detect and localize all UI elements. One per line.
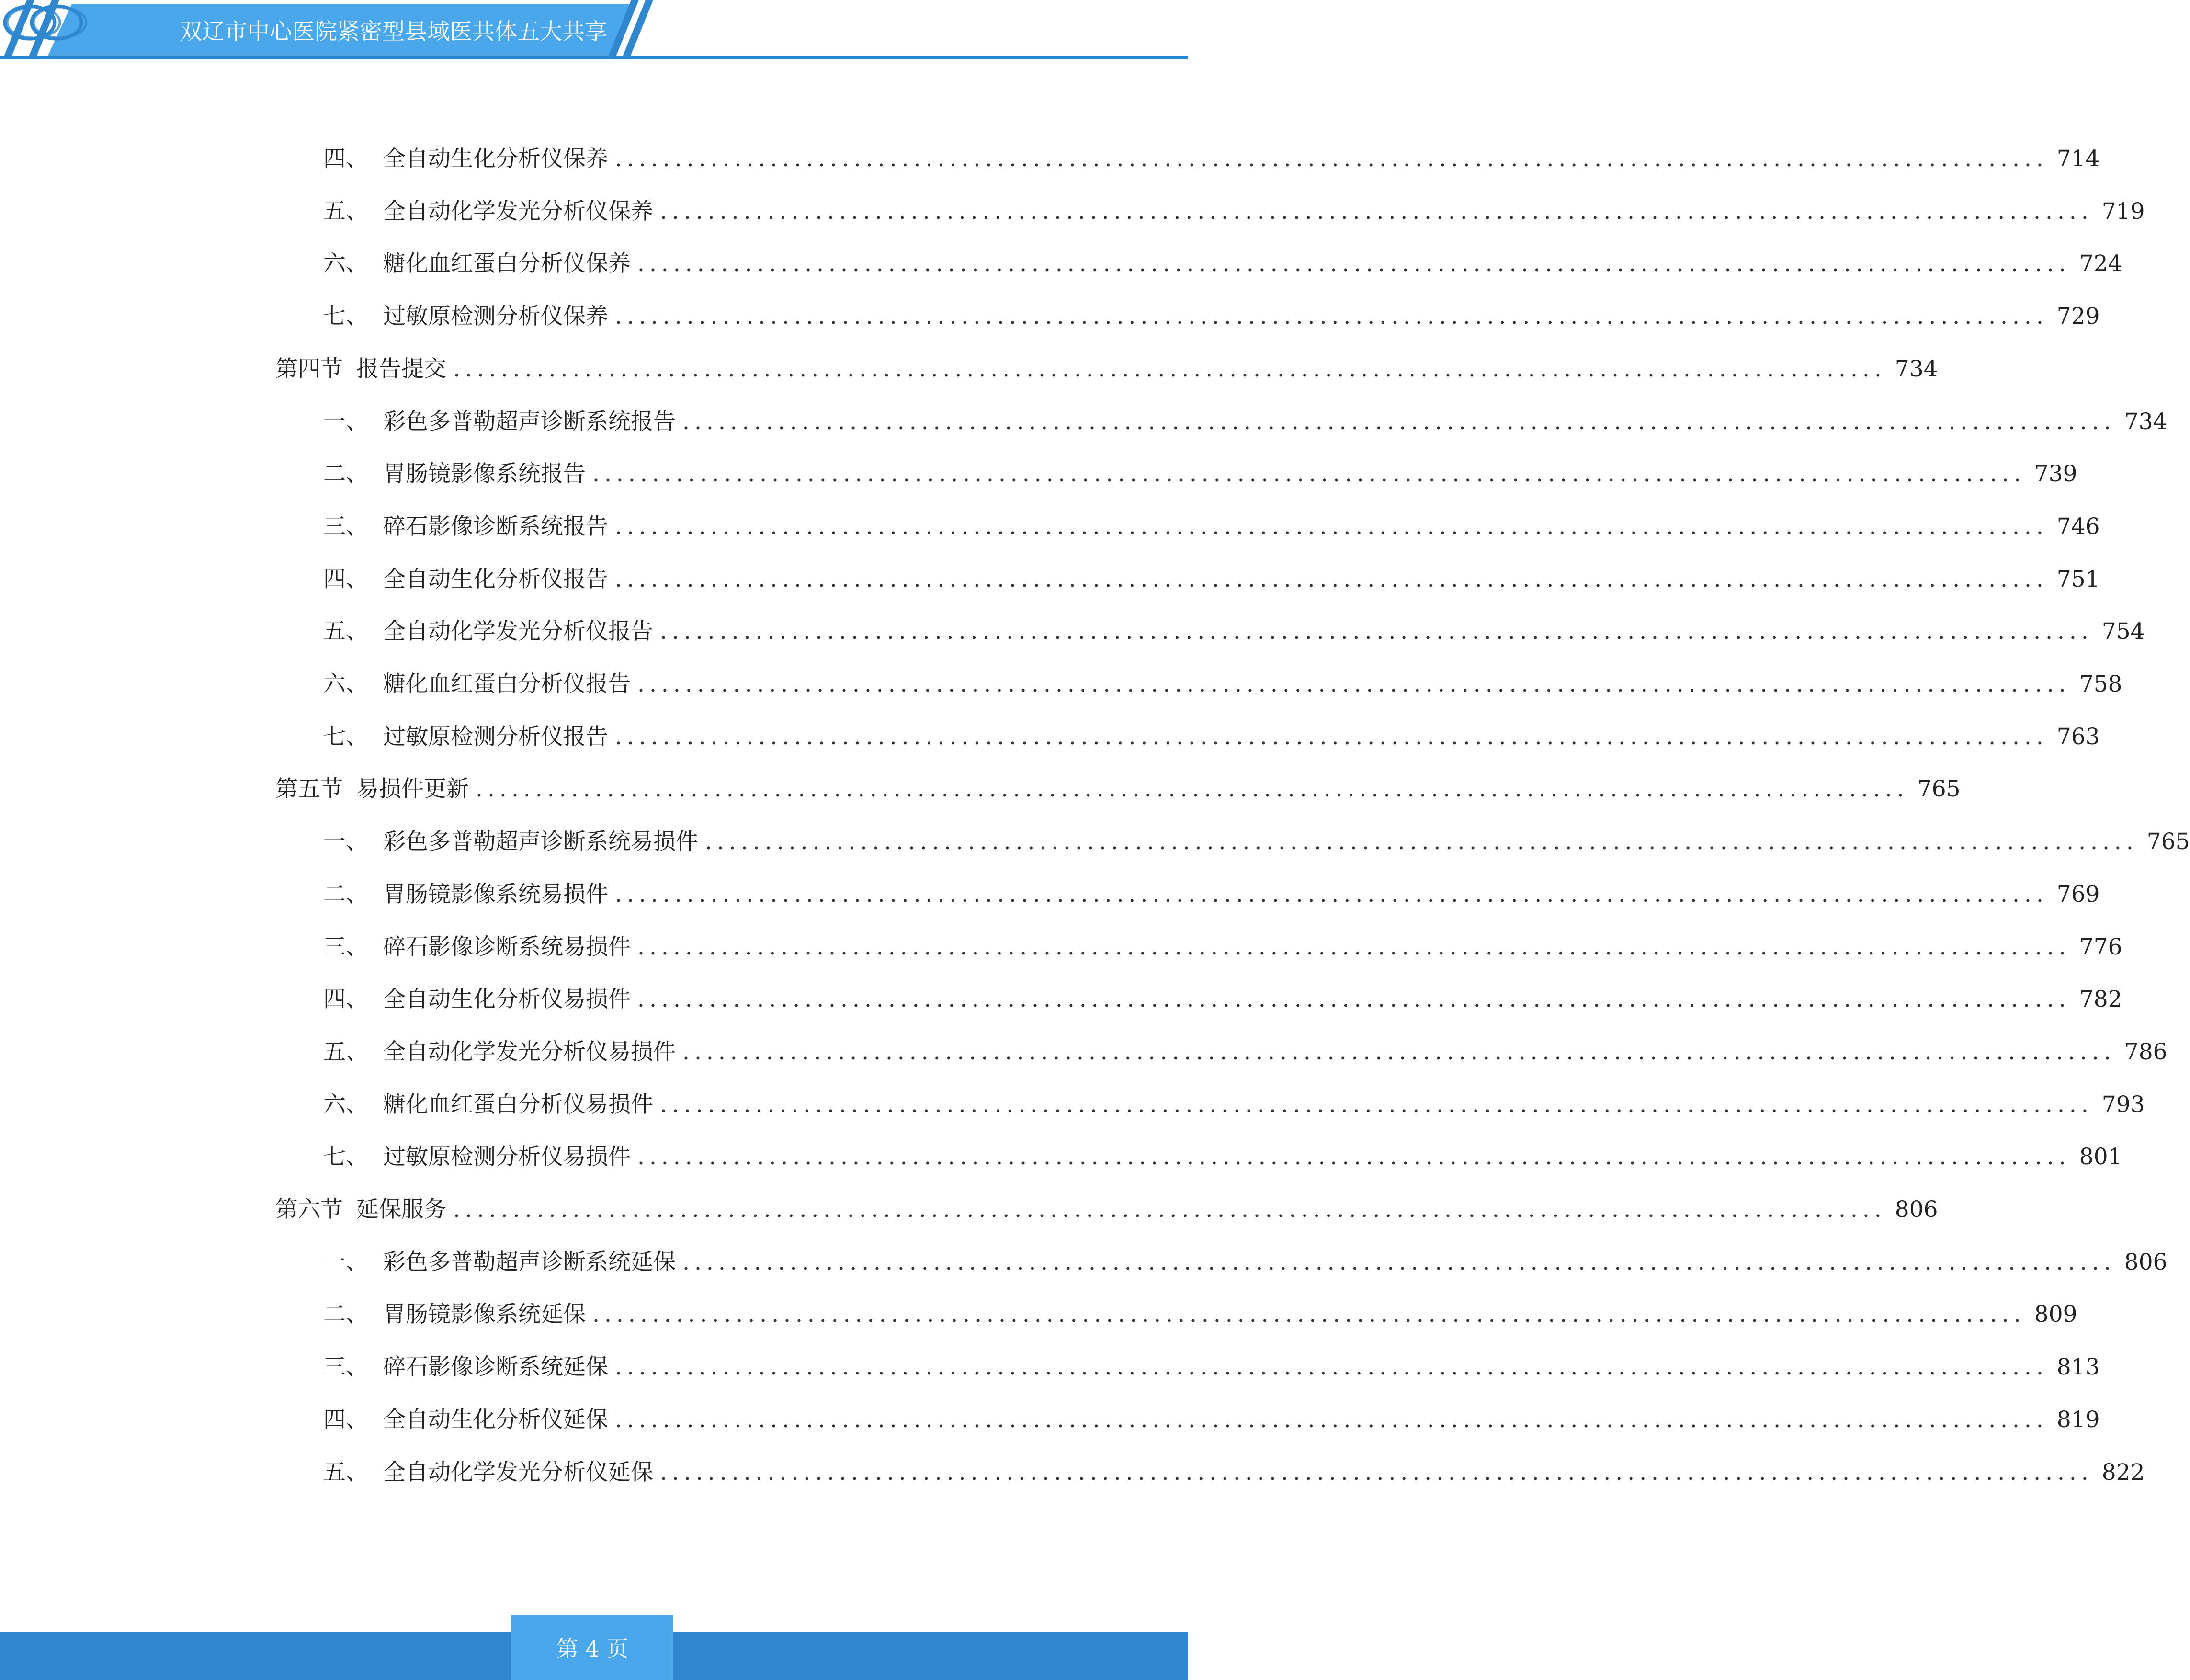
toc-entry-title: 过敏原检测分析仪保养 bbox=[383, 303, 608, 329]
toc-entry-number: 四、 bbox=[323, 1407, 368, 1433]
toc-entry-page: 782 bbox=[2079, 986, 2122, 1012]
toc-entry-page: 819 bbox=[2056, 1407, 2100, 1433]
toc-entry[interactable] bbox=[323, 1403, 2100, 1437]
toc-leader-dots: ........................................................................................................................ bbox=[476, 776, 1909, 802]
toc-entry-title: 碎石影像诊断系统报告 bbox=[383, 513, 608, 540]
toc-entry-number: 六、 bbox=[323, 1091, 368, 1118]
toc-entry-title: 胃肠镜影像系统易损件 bbox=[383, 881, 608, 908]
toc-entry-page: 724 bbox=[2079, 250, 2122, 277]
toc-entry-page: 734 bbox=[2124, 409, 2167, 435]
toc-entry-number: 二、 bbox=[323, 461, 368, 487]
toc-entry-number: 五、 bbox=[323, 618, 368, 645]
toc-entry-number: 六、 bbox=[323, 671, 368, 697]
page-number: 第 4 页 bbox=[511, 1615, 673, 1680]
toc-leader-dots: ........................................................................................................................ bbox=[637, 934, 2071, 960]
toc-leader-dots: ........................................................................................................................ bbox=[682, 409, 2116, 435]
toc-entry-number: 七、 bbox=[323, 303, 368, 329]
toc-entry-page: 734 bbox=[1895, 356, 1938, 382]
toc-leader-dots: ........................................................................................................................ bbox=[660, 1091, 2093, 1118]
toc-leader-dots: ........................................................................................................................ bbox=[615, 881, 2048, 908]
toc-entry-number: 五、 bbox=[323, 1039, 368, 1065]
toc-entry-page: 746 bbox=[2056, 513, 2100, 540]
toc-leader-dots: ........................................................................................................................ bbox=[592, 461, 2026, 487]
toc-entry-title: 彩色多普勒超声诊断系统报告 bbox=[383, 409, 676, 435]
toc-entry-number: 二、 bbox=[323, 1301, 368, 1328]
toc-entry-title: 易损件更新 bbox=[356, 776, 469, 802]
toc-entry[interactable] bbox=[323, 1088, 2145, 1122]
toc-leader-dots: ........................................................................................................................ bbox=[705, 829, 2138, 855]
toc-entry-page: 751 bbox=[2056, 566, 2100, 592]
toc-entry-number: 三、 bbox=[323, 934, 368, 960]
toc-entry-title: 全自动生化分析仪保养 bbox=[383, 146, 608, 172]
toc-entry-title: 全自动化学发光分析仪报告 bbox=[383, 618, 653, 645]
toc-entry[interactable] bbox=[323, 1035, 2167, 1069]
toc-leader-dots: ........................................................................................................................ bbox=[615, 303, 2048, 329]
toc-leader-dots: ........................................................................................................................ bbox=[615, 724, 2048, 750]
toc-entry-page: 754 bbox=[2101, 618, 2145, 645]
toc-leader-dots: ........................................................................................................................ bbox=[682, 1039, 2116, 1065]
toc-entry-page: 765 bbox=[2146, 829, 2190, 855]
toc-entry[interactable] bbox=[323, 931, 2122, 964]
toc-entry-number: 二、 bbox=[323, 881, 368, 908]
toc-entry[interactable] bbox=[323, 825, 2190, 859]
toc-entry-page: 739 bbox=[2034, 461, 2077, 487]
toc-leader-dots: ........................................................................................................................ bbox=[615, 146, 2048, 172]
toc-entry-title: 碎石影像诊断系统延保 bbox=[383, 1354, 608, 1380]
toc-entry[interactable] bbox=[323, 1140, 2122, 1174]
toc-entry-page: 763 bbox=[2056, 724, 2100, 750]
toc-entry-number: 一、 bbox=[323, 409, 368, 435]
toc-entry-number: 一、 bbox=[323, 829, 368, 855]
toc-leader-dots: ........................................................................................................................ bbox=[660, 618, 2093, 645]
toc-leader-dots: ........................................................................................................................ bbox=[615, 566, 2048, 592]
toc-leader-dots: ........................................................................................................................ bbox=[453, 356, 1886, 382]
toc-entry-number: 第五节 bbox=[275, 776, 343, 802]
toc-leader-dots: ........................................................................................................................ bbox=[592, 1301, 2026, 1328]
toc-entry[interactable] bbox=[323, 1456, 2145, 1489]
toc-entry-number: 五、 bbox=[323, 198, 368, 225]
toc-entry-page: 793 bbox=[2101, 1091, 2145, 1118]
toc-entry-page: 719 bbox=[2101, 198, 2145, 225]
toc-entry-page: 786 bbox=[2124, 1039, 2167, 1065]
toc-entry[interactable] bbox=[275, 352, 1938, 386]
header-title: 双辽市中心医院紧密型县域医共体五大共享 bbox=[180, 19, 607, 45]
toc-entry-number: 五、 bbox=[323, 1459, 368, 1486]
toc-entry-page: 806 bbox=[1895, 1196, 1938, 1223]
toc-entry-page: 769 bbox=[2056, 881, 2100, 908]
toc-entry[interactable] bbox=[323, 1351, 2100, 1384]
page-header bbox=[0, 0, 1188, 65]
toc-entry-title: 胃肠镜影像系统报告 bbox=[383, 461, 586, 487]
toc-leader-dots: ........................................................................................................................ bbox=[615, 513, 2048, 540]
toc-entry-page: 809 bbox=[2034, 1301, 2077, 1328]
toc-entry[interactable] bbox=[323, 142, 2100, 176]
toc-leader-dots: ........................................................................................................................ bbox=[615, 1354, 2048, 1380]
toc-entry-number: 七、 bbox=[323, 1144, 368, 1170]
toc-entry-number: 第六节 bbox=[275, 1196, 343, 1223]
toc-entry-page: 776 bbox=[2079, 934, 2122, 960]
toc-entry-title: 全自动生化分析仪报告 bbox=[383, 566, 608, 592]
toc-entry[interactable] bbox=[323, 247, 2122, 281]
toc-entry-number: 七、 bbox=[323, 724, 368, 750]
toc-entry-page: 801 bbox=[2079, 1144, 2122, 1170]
toc-entry[interactable] bbox=[323, 983, 2122, 1016]
logo-rings-icon bbox=[0, 0, 86, 45]
toc-leader-dots: ........................................................................................................................ bbox=[682, 1249, 2116, 1275]
toc-entry-title: 彩色多普勒超声诊断系统延保 bbox=[383, 1249, 676, 1275]
toc-entry[interactable] bbox=[323, 563, 2100, 596]
toc-entry-title: 碎石影像诊断系统易损件 bbox=[383, 934, 631, 960]
toc-entry-page: 714 bbox=[2056, 146, 2100, 172]
toc-entry-title: 糖化血红蛋白分析仪报告 bbox=[383, 671, 631, 697]
toc-entry[interactable] bbox=[323, 405, 2167, 439]
toc-entry[interactable] bbox=[323, 1246, 2167, 1279]
toc-entry-title: 过敏原检测分析仪报告 bbox=[383, 724, 608, 750]
toc-leader-dots: ........................................................................................................................ bbox=[637, 986, 2071, 1012]
toc-entry-title: 胃肠镜影像系统延保 bbox=[383, 1301, 586, 1328]
toc-entry-number: 一、 bbox=[323, 1249, 368, 1275]
toc-entry-page: 758 bbox=[2079, 671, 2122, 697]
toc-entry[interactable] bbox=[323, 878, 2100, 911]
toc-entry-title: 延保服务 bbox=[356, 1196, 446, 1223]
toc-entry-title: 全自动化学发光分析仪保养 bbox=[383, 198, 653, 225]
toc-entry-number: 三、 bbox=[323, 513, 368, 540]
toc-leader-dots: ........................................................................................................................ bbox=[615, 1407, 2048, 1433]
toc-entry[interactable] bbox=[275, 772, 1961, 806]
toc-entry-number: 四、 bbox=[323, 566, 368, 592]
toc-entry-title: 糖化血红蛋白分析仪易损件 bbox=[383, 1091, 653, 1118]
toc-entry-number: 三、 bbox=[323, 1354, 368, 1380]
toc-leader-dots: ........................................................................................................................ bbox=[660, 198, 2093, 225]
toc-leader-dots: ........................................................................................................................ bbox=[637, 250, 2071, 277]
toc-entry-title: 过敏原检测分析仪易损件 bbox=[383, 1144, 631, 1170]
toc-entry[interactable] bbox=[323, 720, 2100, 754]
toc-entry-title: 全自动生化分析仪延保 bbox=[383, 1407, 608, 1433]
toc-entry[interactable] bbox=[323, 668, 2122, 701]
toc-entry[interactable] bbox=[323, 1298, 2077, 1331]
toc-entry-page: 813 bbox=[2056, 1354, 2100, 1380]
toc-entry-page: 806 bbox=[2124, 1249, 2167, 1275]
toc-entry-number: 四、 bbox=[323, 146, 368, 172]
toc-entry[interactable] bbox=[323, 300, 2100, 333]
toc-entry-page: 765 bbox=[1917, 776, 1961, 802]
toc-leader-dots: ........................................................................................................................ bbox=[453, 1196, 1886, 1223]
toc-entry[interactable] bbox=[323, 195, 2145, 228]
toc-entry-title: 全自动生化分析仪易损件 bbox=[383, 986, 631, 1012]
toc-entry-page: 729 bbox=[2056, 303, 2100, 329]
toc-entry-title: 全自动化学发光分析仪延保 bbox=[383, 1459, 653, 1486]
toc-entry-number: 第四节 bbox=[275, 356, 343, 382]
toc-entry-title: 糖化血红蛋白分析仪保养 bbox=[383, 250, 631, 277]
toc-entry-number: 六、 bbox=[323, 250, 368, 277]
toc-entry-number: 四、 bbox=[323, 986, 368, 1012]
toc-leader-dots: ........................................................................................................................ bbox=[637, 671, 2071, 697]
toc-entry[interactable] bbox=[323, 615, 2145, 648]
toc-entry[interactable] bbox=[323, 510, 2100, 544]
toc-entry-title: 彩色多普勒超声诊断系统易损件 bbox=[383, 829, 698, 855]
toc-entry[interactable] bbox=[275, 1193, 1938, 1226]
toc-entry-title: 报告提交 bbox=[356, 356, 446, 382]
toc-leader-dots: ........................................................................................................................ bbox=[660, 1459, 2093, 1486]
toc-entry[interactable] bbox=[323, 457, 2077, 491]
toc-leader-dots: ........................................................................................................................ bbox=[637, 1144, 2071, 1170]
toc-entry-page: 822 bbox=[2101, 1459, 2145, 1486]
toc-entry-title: 全自动化学发光分析仪易损件 bbox=[383, 1039, 676, 1065]
